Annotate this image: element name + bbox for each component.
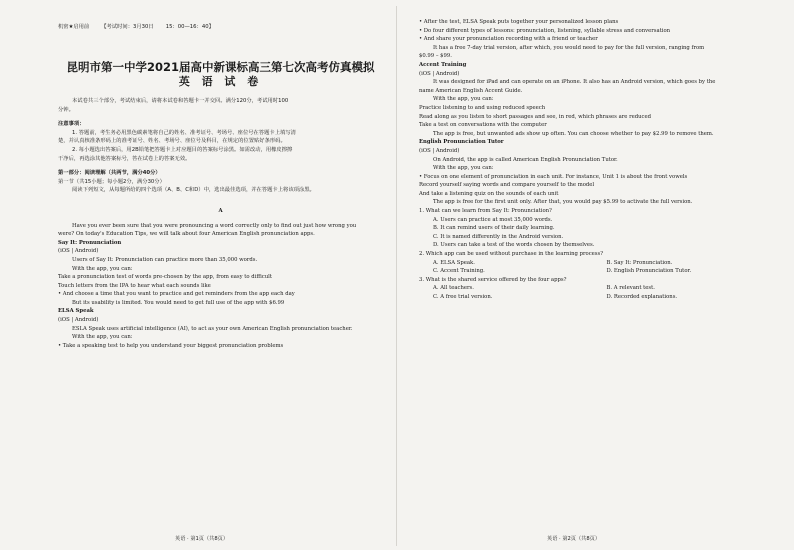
answer-option: C. It is named differently in the Android version.	[433, 233, 564, 240]
passage-intro: Have you ever been sure that you were pronouncing a word correctly only to find out just how wrong you	[72, 222, 357, 229]
app-line: Take a pronunciation test of words pre-chosen by the app, from easy to difficult	[58, 274, 273, 281]
app-platform: (iOS | Android)	[419, 147, 460, 154]
app-line: Users of Say It: Pronunciation can practice more than 35,000 words.	[72, 256, 258, 263]
app-line: $0.99 – $99.	[419, 53, 452, 60]
app-line: • And choose a time that you want to practice and get reminders from the app each day	[58, 291, 295, 298]
app-line: It has a free 7-day trial version, after which, you would need to pay for the full version, ranging from	[433, 44, 705, 51]
exam-time: 【考试时间：3月30日	[101, 24, 154, 30]
app-line: • After the test, ELSA Speak puts together your personalized lesson plans	[419, 19, 619, 25]
note-line: 2. 每小题选出答案后，用2B铅笔把答题卡上对应题目的答案标号涂黑。如需改动，用橡皮擦擦	[72, 146, 293, 153]
right-page	[397, 0, 794, 550]
app-line: With the app, you can:	[433, 165, 494, 172]
passage-letter: A	[218, 207, 223, 214]
exam-subtitle: 英 语 试 卷	[178, 75, 263, 88]
app-line: Record yourself saying words and compare yourself to the model	[419, 182, 595, 189]
answer-option: B. It can remind users of their daily learning.	[433, 225, 555, 232]
exam-title: 昆明市第一中学2021届高中新课标高三第七次高考仿真模拟	[66, 60, 375, 74]
exam-header	[58, 22, 383, 30]
secret-label: 机密★启用前	[58, 24, 90, 30]
app-line: Read along as you listen to short passages and see, in red, which phrases are reduced	[419, 113, 652, 120]
option-row	[419, 293, 780, 302]
app-line: Take a test on conversations with the computer	[419, 122, 547, 129]
app-line: name American English Accent Guide.	[419, 87, 523, 94]
page-footer: 英语 · 第1页（共8页）	[175, 536, 229, 542]
answer-option: C. A free trial version.	[433, 294, 493, 300]
question-stem: 1. What can we learn from Say It: Pronunciation?	[419, 208, 552, 215]
section-heading: 第一节（共15小题；每小题2分，满分30分）	[58, 178, 165, 185]
option-row	[419, 284, 780, 293]
app-title: Accent Training	[419, 61, 467, 68]
app-line: • Focus on one element of pronunciation in each unit. For instance, Unit 1 is about the front vowels	[419, 173, 688, 180]
app-line: And take a listening quiz on the sounds of each unit	[419, 190, 559, 197]
app-line: Practice listening to and using reduced speech	[419, 104, 546, 111]
answer-option: A. All teachers.	[433, 285, 474, 292]
app-line: Touch letters from the IPA to hear what each sounds like	[58, 282, 211, 289]
app-title: ELSA Speak	[58, 308, 94, 315]
answer-option: C. Accent Training.	[433, 268, 485, 275]
app-line: • And share your pronunciation recording with a friend or teacher	[419, 36, 598, 43]
part-heading: 第一部分：阅读理解（共两节，满分40分）	[58, 170, 161, 177]
option-row	[419, 267, 780, 276]
answer-option: D. Recorded explanations.	[606, 294, 678, 300]
exam-time-range: 15：00—16：40】	[165, 24, 214, 30]
app-platform: (iOS | Android)	[419, 70, 460, 77]
app-title: Say It: Pronunciation	[58, 239, 122, 246]
app-line: ESLA Speak uses artificial intelligence (AI), to act as your own American English pronunciation teacher.	[72, 325, 353, 332]
app-line: The app is free, but unwanted ads show up often. You can choose whether to pay $2.99 to remove them.	[433, 130, 714, 137]
note-line: 1. 答题前，考生务必用黑色碳素笔将自己的姓名、准考证号、考场号、座位号在答题卡上填写清	[72, 129, 296, 136]
app-line: The app is free for the first unit only. After that, you would pay $5.99 to activate the full version.	[433, 199, 693, 206]
note-line: 干净后，再选涂其他答案标号，答在试卷上的答案无效。	[58, 155, 191, 162]
app-platform: (iOS | Android)	[58, 317, 99, 324]
question-stem: 2. Which app can be used without purchase in the learning process?	[419, 251, 604, 258]
answer-option: B. Say It: Pronunciation.	[606, 259, 673, 266]
app-line: With the app, you can:	[433, 96, 494, 103]
app-line: • Do four different types of lessons: pronunciation, listening, syllable stress and conversation	[419, 27, 671, 34]
answer-option: D. Users can take a test of the words chosen by themselves.	[433, 242, 595, 249]
option-row	[419, 259, 780, 268]
note-line: 楚，并认真核准条形码上的准考证号、姓名、考场号、座位号及科目，在规定的位置贴好条形码。	[58, 138, 286, 145]
answer-option: A. Users can practice at most 35,000 words.	[433, 216, 553, 223]
app-line: But its usability is limited. You would need to get full use of the app with $6.99	[72, 299, 285, 306]
app-line: • Take a speaking test to help you understand your biggest pronunciation problems	[58, 342, 284, 349]
intro-line: 分钟。	[58, 106, 74, 113]
intro-line: 本试卷共三个部分，考试结束后，请将本试卷和答题卡一并交回。满分120分，考试用时100	[72, 98, 289, 104]
app-line: It was designed for iPad and can operate on an iPhone. It also has an Android version, which goes by the	[433, 79, 716, 86]
section-instructions: 阅读下列短文，从每题所给的四个选项（A、B、C和D）中，选出最佳选项，并在答题卡上将该项涂黑。	[72, 187, 315, 194]
app-line: With the app, you can:	[72, 334, 133, 341]
answer-option: A. ELSA Speak.	[433, 259, 475, 266]
answer-option: B. A relevant test.	[606, 285, 655, 292]
app-title: English Pronunciation Tutor	[419, 139, 504, 146]
app-line: With the app, you can:	[72, 265, 133, 272]
app-line: On Android, the app is called American English Pronunciation Tutor.	[433, 156, 618, 163]
passage-intro: were? On today's Education Tips, we will talk about four American English pronunciation apps.	[58, 231, 315, 238]
app-platform: (iOS | Android)	[58, 248, 99, 255]
page-footer: 英语 · 第2页（共8页）	[547, 536, 601, 542]
question-stem: 3. What is the shared service offered by the four apps?	[419, 276, 567, 283]
answer-option: D. English Pronunciation Tutor.	[606, 268, 692, 275]
notes-title: 注意事项：	[58, 121, 85, 128]
